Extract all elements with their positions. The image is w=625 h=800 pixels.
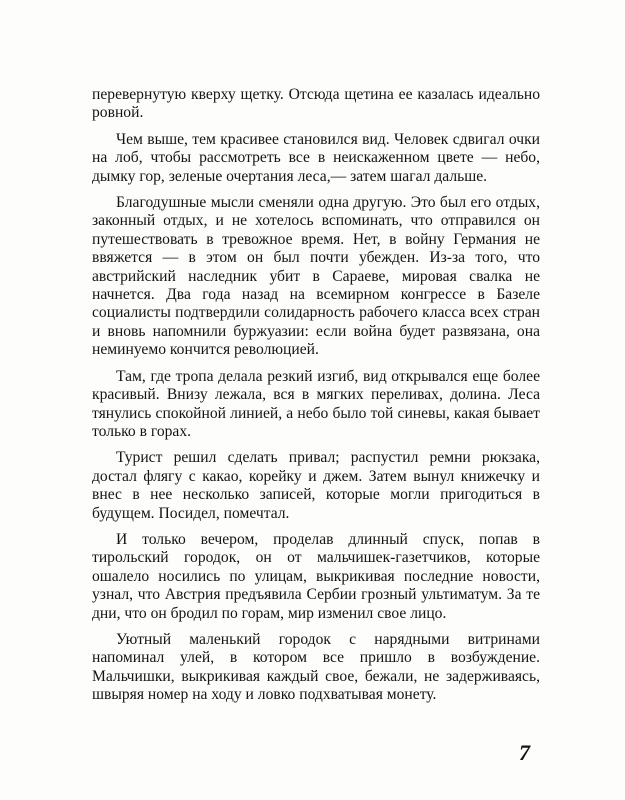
- paragraph-4: Там, где тропа делала резкий изгиб, вид открывался еще более красивый. Внизу лежала, вся в мягких переливах, долина. Леса тянулись спокойной линией, а небо было той синевы, какая бывает только в горах.: [92, 367, 540, 440]
- page-number: 7: [519, 740, 530, 765]
- paragraph-3: Благодушные мысли сменяли одна другую. Это был его отдых, законный отдых, и не хотелось вспоминать, что отправился он путешествовать в тревожное время. Нет, в войну Германия не ввяжется — в этом он был почти убежден. Из-за того, что австрийский наследник убит в Сараеве, мировая свалка не начнется. Два года назад на всемирном конгрессе в Базеле социалисты подтвердили солидарность рабочего класса всех стран и вновь напомнили буржуазии: если война будет развязана, она неминуемо кончится революцией.: [92, 194, 540, 359]
- body-text: [92, 86, 540, 713]
- paragraph-2: Чем выше, тем красивее становился вид. Человек сдвигал очки на лоб, чтобы рассмотреть все в неискаженном цвете — небо, дымку гор, зеленые очертания леса,— затем шагал дальше.: [92, 130, 540, 185]
- paragraph-6: И только вечером, проделав длинный спуск, попав в тирольский городок, он от мальчишек-газетчиков, которые ошалело носились по улицам, выкрикивая последние новости, узнал, что Австрия предъявила Сербии грозный ультиматум. За те дни, что он бродил по горам, мир изменил свое лицо.: [92, 530, 540, 622]
- paragraph-7: Уютный маленький городок с нарядными витринами напоминал улей, в котором все пришло в возбуждение. Мальчишки, выкрикивая каждый свое, бежали, не задерживаясь, швыряя номер на ходу и ловко подхватывая монету.: [92, 630, 540, 704]
- paragraph-1: перевернутую кверху щетку. Отсюда щетина ее казалась идеально ровной.: [92, 86, 540, 122]
- paragraph-5: Турист решил сделать привал; распустил ремни рюкзака, достал флягу с какао, корейку и джем. Затем вынул книжечку и внес в нее несколько записей, которые могли пригодиться в будущем. Посидел, помечтал.: [92, 449, 540, 522]
